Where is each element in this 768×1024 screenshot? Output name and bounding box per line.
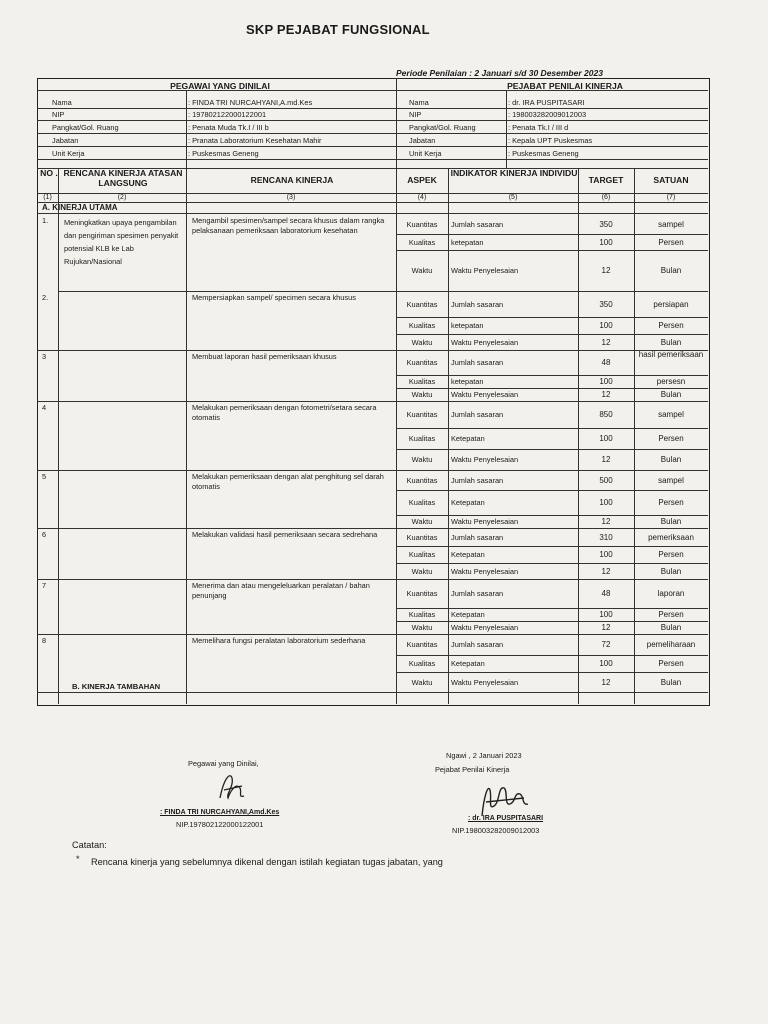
- rule: [396, 146, 708, 147]
- left-signature-image: [214, 768, 254, 806]
- right-signature-date: Ngawi , 2 Januari 2023: [446, 751, 522, 760]
- indikator-cell: Waktu Penyelesaian: [451, 337, 519, 347]
- satuan-cell: Persen: [658, 550, 684, 559]
- left-signature-name: : FINDA TRI NURCAHYANI,Amd.Kes: [160, 809, 280, 816]
- item-number: 2.: [42, 293, 49, 302]
- rule: [506, 90, 507, 168]
- indikator-cell: Waktu Penyelesaian: [451, 566, 519, 576]
- pegawai-field-label: Unit Kerja: [52, 149, 85, 158]
- col-header-no: NO .: [40, 168, 58, 178]
- item-rencana-kinerja: Melakukan pemeriksaan dengan fotometri/setara secara otomatis: [192, 403, 377, 422]
- column-number: (3): [286, 194, 296, 201]
- target-cell: 100: [599, 237, 613, 247]
- aspek-cell: Kualitas: [408, 237, 436, 247]
- rule: [37, 120, 396, 121]
- rule: [396, 428, 708, 429]
- rule: [186, 90, 187, 168]
- indikator-cell: Ketepatan: [451, 434, 485, 443]
- rule: [396, 250, 708, 251]
- satuan-cell: Bulan: [660, 623, 682, 632]
- target-cell: 12: [601, 677, 611, 687]
- satuan-cell: Bulan: [660, 266, 682, 275]
- section-b-title: B. KINERJA TAMBAHAN: [72, 682, 161, 691]
- indikator-cell: Waktu Penyelesaian: [451, 455, 519, 464]
- penilai-field-label: Unit Kerja: [409, 149, 442, 158]
- item-rencana-kinerja: Mengambil spesimen/sampel secara khusus dalam rangka pelaksanaan pemeriksaan laboratorium kesehatan: [192, 216, 385, 235]
- aspek-cell: Kualitas: [408, 434, 436, 443]
- indikator-cell: Jumlah sasaran: [451, 532, 504, 542]
- column-number: (4): [417, 194, 427, 201]
- rule: [396, 608, 708, 609]
- left-signature-caption: Pegawai yang Dinilai,: [188, 759, 259, 768]
- item-rencana-kinerja: Melakukan validasi hasil pemeriksaan secara sedrehana: [192, 530, 378, 539]
- satuan-cell: pemeriksaan: [648, 532, 694, 542]
- left-signature-nip: NIP.197802122000122001: [176, 820, 264, 829]
- pegawai-field-label: Jabatan: [52, 136, 79, 145]
- rule: [396, 388, 708, 389]
- satuan-cell: sampel: [658, 475, 684, 485]
- rule: [396, 317, 708, 318]
- satuan-cell: Persen: [658, 610, 684, 619]
- item-number: 5: [42, 472, 47, 481]
- aspek-cell: Waktu: [411, 517, 433, 526]
- indikator-cell: ketepatan: [451, 377, 484, 386]
- satuan-cell: Persen: [658, 498, 684, 507]
- rule: [37, 528, 708, 529]
- pegawai-heading: PEGAWAI YANG DINILAI: [170, 81, 270, 91]
- aspek-cell: Kualitas: [408, 550, 436, 559]
- column-number: (2): [117, 194, 127, 201]
- item-rencana-kinerja: Menerima dan atau mengeleluarkan peralatan / bahan penunjang: [192, 581, 370, 600]
- satuan-cell: pemeliharaan: [646, 640, 696, 649]
- rule: [396, 546, 708, 547]
- rule: [396, 563, 708, 564]
- periode-penilaian: Periode Penilaian : 2 Januari s/d 30 Desember 2023: [396, 68, 603, 78]
- rule: [58, 168, 59, 692]
- item-rencana-kinerja: Mempersiapkan sampel/ specimen secara khusus: [192, 293, 356, 302]
- satuan-cell: sampel: [658, 410, 684, 419]
- rule: [396, 375, 708, 376]
- aspek-cell: Kualitas: [408, 321, 436, 330]
- pegawai-field-label: Nama: [52, 98, 72, 107]
- pegawai-field-value: : Puskesmas Geneng: [188, 149, 259, 158]
- rule: [37, 159, 396, 160]
- indikator-cell: Waktu Penyelesaian: [451, 677, 519, 687]
- aspek-cell: Waktu: [411, 390, 433, 399]
- penilai-field-label: Nama: [409, 98, 429, 107]
- aspek-cell: Kuantitas: [406, 475, 438, 485]
- penilai-field-value: : Penata Tk.I / III d: [508, 123, 569, 132]
- item-number: 8: [42, 636, 47, 645]
- right-signature-name: : dr. IRA PUSPITASARI: [468, 815, 544, 822]
- indikator-cell: Ketepatan: [451, 610, 485, 619]
- penilai-field-value: : dr. IRA PUSPITASARI: [508, 98, 585, 107]
- rule: [396, 490, 708, 491]
- penilai-field-value: : Puskesmas Geneng: [508, 149, 579, 158]
- column-number: (5): [508, 194, 518, 201]
- rule: [396, 234, 708, 235]
- item-number: 1.: [42, 216, 49, 225]
- pegawai-field-value: : FINDA TRI NURCAHYANI,A.md.Kes: [188, 98, 313, 107]
- indikator-cell: Ketepatan: [451, 659, 485, 668]
- satuan-cell: Bulan: [660, 455, 682, 464]
- rule: [37, 202, 708, 203]
- pegawai-field-label: NIP: [52, 110, 65, 119]
- aspek-cell: Kuantitas: [406, 410, 438, 419]
- indikator-cell: Jumlah sasaran: [451, 589, 504, 598]
- rule: [396, 449, 708, 450]
- rule: [58, 291, 708, 292]
- target-cell: 100: [599, 377, 613, 386]
- item-number: 3: [42, 352, 47, 361]
- target-cell: 100: [599, 659, 613, 668]
- aspek-cell: Waktu: [411, 566, 433, 576]
- penilai-field-value: : 198003282009012003: [508, 110, 587, 119]
- indikator-cell: Jumlah sasaran: [451, 299, 504, 309]
- col-header-satuan: SATUAN: [653, 175, 689, 185]
- indikator-cell: Jumlah sasaran: [451, 358, 504, 367]
- indikator-cell: Jumlah sasaran: [451, 475, 504, 485]
- rule: [396, 159, 708, 160]
- col-header-rencana: RENCANA KINERJA: [250, 175, 334, 185]
- target-cell: 72: [601, 640, 611, 649]
- target-cell: 12: [601, 337, 611, 347]
- penilai-field-value: : Kepala UPT Puskesmas: [508, 136, 593, 145]
- satuan-cell: laporan: [657, 589, 685, 598]
- right-signature-nip: NIP.198003282009012003: [452, 826, 540, 835]
- rule: [37, 401, 708, 402]
- catatan-bullet: *: [76, 854, 80, 864]
- penilai-field-label: NIP: [409, 110, 422, 119]
- target-cell: 48: [601, 358, 611, 367]
- penilai-field-label: Pangkat/Gol. Ruang: [409, 123, 476, 132]
- rule: [396, 108, 708, 109]
- item-number: 4: [42, 403, 47, 412]
- rule: [396, 655, 708, 656]
- rule: [396, 120, 708, 121]
- aspek-cell: Waktu: [411, 266, 433, 275]
- satuan-cell: Persen: [658, 321, 684, 330]
- aspek-cell: Kuantitas: [406, 299, 438, 309]
- column-number: (6): [601, 194, 611, 201]
- pegawai-field-value: : Penata Muda Tk.I / III b: [188, 123, 269, 132]
- aspek-cell: Kualitas: [408, 498, 436, 507]
- aspek-cell: Kuantitas: [406, 219, 438, 229]
- target-cell: 48: [601, 589, 611, 598]
- indikator-cell: ketepatan: [451, 237, 484, 247]
- satuan-cell: Bulan: [660, 390, 682, 399]
- aspek-cell: Kuantitas: [406, 358, 438, 367]
- rencana-atasan-text: Meningkatkan upaya pengambilan dan pengiriman spesimen penyakit potensial KLB ke Lab Rujukan/Nasional: [64, 218, 179, 266]
- column-number: (1): [43, 194, 52, 201]
- rule: [37, 634, 708, 635]
- aspek-cell: Kualitas: [408, 659, 436, 668]
- indikator-cell: Jumlah sasaran: [451, 219, 504, 229]
- section-a-title: A. KINERJA UTAMA: [42, 203, 118, 212]
- satuan-cell: Bulan: [660, 337, 682, 347]
- satuan-cell: Bulan: [660, 566, 682, 576]
- target-cell: 350: [599, 299, 613, 309]
- aspek-cell: Waktu: [411, 677, 433, 687]
- item-rencana-kinerja: Melakukan pemeriksaan dengan alat penghitung sel darah otomatis: [192, 472, 384, 491]
- rule: [37, 350, 708, 351]
- target-cell: 100: [599, 498, 613, 507]
- aspek-cell: Kualitas: [408, 610, 436, 619]
- pegawai-field-label: Pangkat/Gol. Ruang: [52, 123, 119, 132]
- target-cell: 850: [599, 410, 613, 419]
- indikator-cell: Waktu Penyelesaian: [451, 390, 519, 399]
- aspek-cell: Kuantitas: [406, 532, 438, 542]
- satuan-cell: sampel: [658, 219, 684, 229]
- column-number: (7): [666, 194, 676, 201]
- pegawai-field-value: : Pranata Laboratorium Kesehatan Mahir: [188, 136, 322, 145]
- target-cell: 12: [601, 517, 611, 526]
- catatan-label: Catatan:: [72, 840, 107, 850]
- rule: [396, 515, 708, 516]
- target-cell: 12: [601, 566, 611, 576]
- indikator-cell: Ketepatan: [451, 550, 485, 559]
- penilai-field-label: Jabatan: [409, 136, 436, 145]
- document-title: SKP PEJABAT FUNGSIONAL: [246, 22, 430, 37]
- indikator-cell: Waktu Penyelesaian: [451, 623, 519, 632]
- target-cell: 12: [601, 623, 611, 632]
- rule: [396, 78, 397, 168]
- aspek-cell: Waktu: [411, 455, 433, 464]
- satuan-cell: Persen: [658, 434, 684, 443]
- rule: [396, 621, 708, 622]
- penilai-heading: PEJABAT PENILAI KINERJA: [507, 81, 623, 91]
- rule: [186, 168, 187, 704]
- item-number: 6: [42, 530, 47, 539]
- rule: [37, 579, 708, 580]
- col-header-aspek: ASPEK: [407, 175, 437, 185]
- rule: [58, 692, 59, 704]
- indikator-cell: Jumlah sasaran: [451, 640, 504, 649]
- rule: [37, 108, 396, 109]
- target-cell: 100: [599, 434, 613, 443]
- aspek-cell: Kuantitas: [406, 589, 438, 598]
- aspek-cell: Kualitas: [408, 377, 436, 386]
- rule: [396, 334, 708, 335]
- aspek-cell: Kuantitas: [406, 640, 438, 649]
- indikator-cell: ketepatan: [451, 321, 484, 330]
- satuan-cell: Persen: [658, 237, 684, 247]
- target-cell: 100: [599, 550, 613, 559]
- rule: [396, 672, 708, 673]
- indikator-cell: Ketepatan: [451, 498, 485, 507]
- target-cell: 12: [601, 390, 611, 399]
- col-header-indikator: INDIKATOR KINERJA INDIVIDU: [450, 168, 578, 178]
- item-rencana-kinerja: Membuat laporan hasil pemeriksaan khusus: [192, 352, 337, 361]
- indikator-cell: Waktu Penyelesaian: [451, 517, 519, 526]
- pegawai-field-value: : 197802122000122001: [188, 110, 267, 119]
- satuan-cell: Bulan: [660, 517, 682, 526]
- col-header-target: TARGET: [588, 175, 624, 185]
- rule: [448, 168, 449, 704]
- indikator-cell: Jumlah sasaran: [451, 410, 504, 419]
- satuan-cell: Persen: [658, 659, 684, 668]
- satuan-cell: hasil pemeriksaan: [638, 350, 704, 359]
- rule: [396, 133, 708, 134]
- satuan-cell: persesn: [656, 377, 686, 386]
- target-cell: 310: [599, 532, 613, 542]
- item-rencana-kinerja: Memelihara fungsi peralatan laboratorium sederhana: [192, 636, 366, 645]
- target-cell: 100: [599, 610, 613, 619]
- target-cell: 350: [599, 219, 613, 229]
- target-cell: 100: [599, 321, 613, 330]
- rule: [37, 470, 708, 471]
- aspek-cell: Waktu: [411, 337, 433, 347]
- target-cell: 12: [601, 455, 611, 464]
- satuan-cell: persiapan: [653, 299, 689, 309]
- target-cell: 12: [601, 266, 611, 275]
- rule: [37, 213, 708, 214]
- col-header-rencana-atasan: RENCANA KINERJA ATASAN LANGSUNG: [63, 168, 183, 188]
- aspek-cell: Waktu: [411, 623, 433, 632]
- rule: [37, 692, 708, 693]
- right-signature-caption: Pejabat Penilai Kinerja: [435, 765, 510, 774]
- rule: [37, 133, 396, 134]
- satuan-cell: Bulan: [660, 677, 682, 687]
- item-number: 7: [42, 581, 47, 590]
- rule: [37, 146, 396, 147]
- catatan-text: Rencana kinerja yang sebelumnya dikenal dengan istilah kegiatan tugas jabatan, yang: [91, 857, 443, 867]
- target-cell: 500: [599, 475, 613, 485]
- indikator-cell: Waktu Penyelesaian: [451, 266, 519, 275]
